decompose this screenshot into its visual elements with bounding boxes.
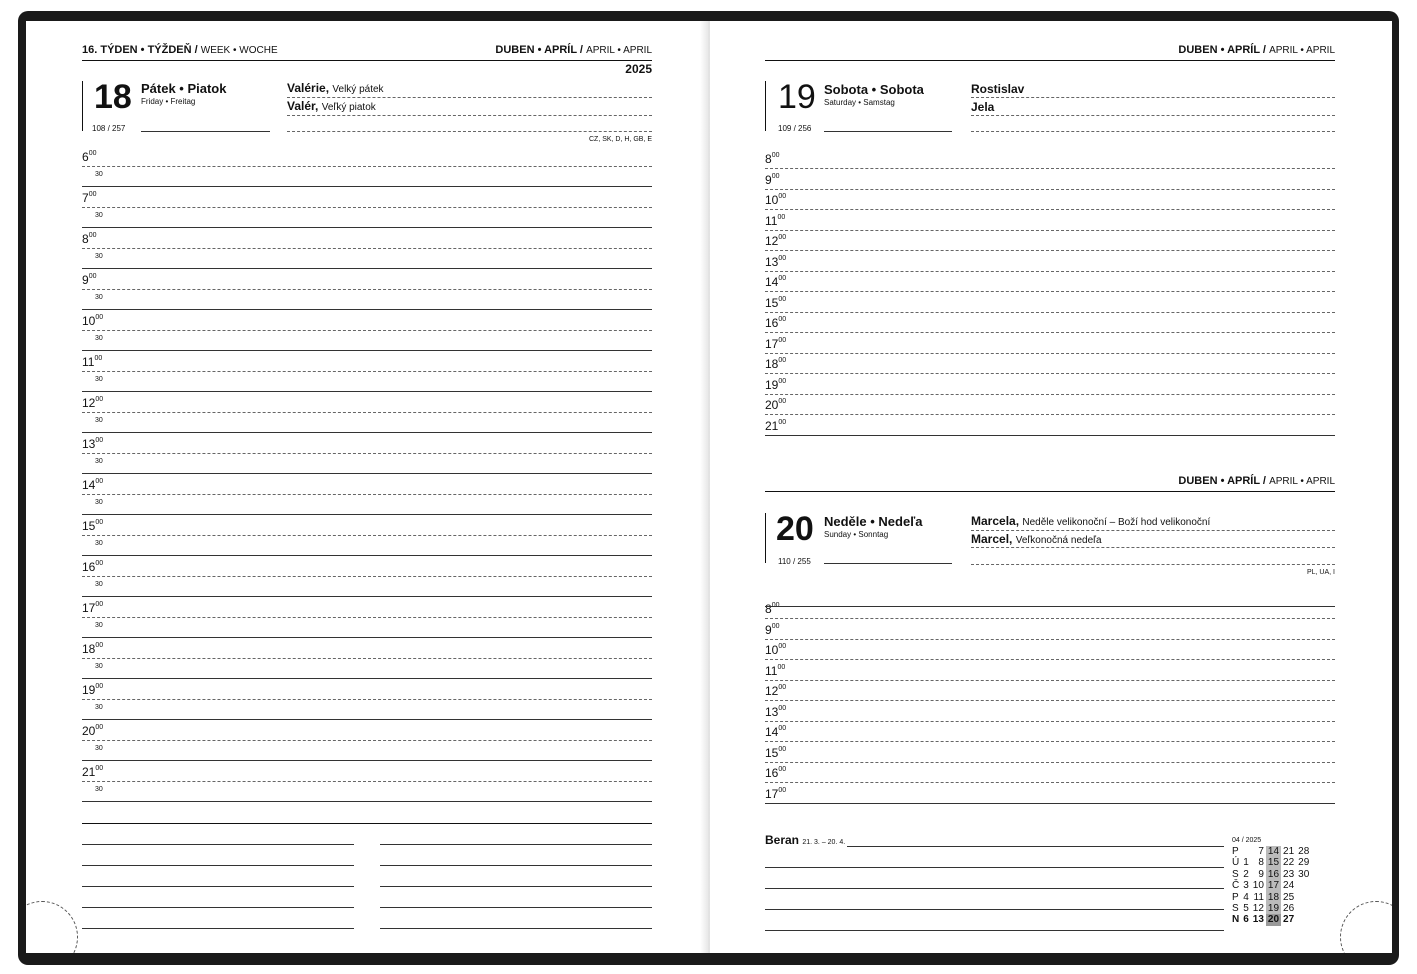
hour-sup: 00: [778, 234, 787, 241]
half-hour-label: 30: [95, 335, 103, 342]
hour-rule: [765, 332, 1335, 333]
hour-sup: 00: [778, 766, 787, 773]
nameday-2: Valér, Veľký piatok: [287, 99, 376, 113]
hour-sup: 00: [778, 336, 787, 344]
mini-calendar-day: 17: [1267, 880, 1280, 892]
hour-label: $12^{00}$: [82, 396, 104, 410]
hour-sup: 00: [95, 601, 104, 608]
nameday-1: Rostislav: [971, 82, 1025, 96]
hour-label: $7^{00}$: [82, 191, 97, 205]
hour-label: $15^{00}$: [765, 745, 787, 760]
hour-rule: [765, 639, 1335, 640]
notes-line: [847, 846, 1224, 847]
day-bar: [82, 81, 83, 131]
mini-calendar-day: 5: [1243, 903, 1249, 915]
hour-rule: [82, 535, 652, 536]
hour-label: $10^{00}$: [82, 314, 104, 328]
mini-calendar-weekday: Č: [1232, 880, 1240, 892]
mini-calendar-day: 19: [1267, 903, 1280, 915]
hour-sup: 00: [95, 314, 104, 321]
half-hour-label: 30: [95, 417, 103, 424]
hour-label: $9^{00}$: [765, 622, 780, 637]
hour-sup: 00: [777, 213, 786, 221]
half-hour-label: 30: [95, 786, 103, 793]
notes-line: [380, 865, 652, 866]
day-name-sub: Saturday • Samstag: [824, 98, 895, 107]
notes-line: [380, 886, 652, 887]
hour-rule: [765, 394, 1335, 395]
half-rule: [82, 350, 652, 351]
hour-sup: 00: [95, 642, 104, 649]
hour-rule: [82, 699, 652, 700]
half-rule: [82, 391, 652, 392]
mini-calendar-day: [1296, 892, 1311, 903]
mini-calendar-day: 16: [1267, 868, 1280, 880]
hour-label: $18^{00}$: [765, 357, 787, 371]
nameday-rule: [287, 131, 652, 132]
mini-calendar-row: [1230, 880, 1311, 891]
mini-calendar-day: [1241, 846, 1251, 857]
hour-sup: 00: [778, 643, 787, 650]
month-label: DUBEN • APRÍL / APRIL • APRIL: [495, 44, 652, 56]
notes-line: [380, 907, 652, 908]
hour-label: $15^{00}$: [82, 519, 104, 533]
hour-label: $9^{00}$: [765, 172, 780, 187]
half-rule: [82, 719, 652, 720]
hour-sup: 00: [778, 684, 787, 691]
day-name: Pátek • Piatok: [141, 81, 227, 96]
half-rule: [82, 596, 652, 597]
hour-rule: [765, 189, 1335, 190]
hour-rule: [765, 291, 1335, 292]
hour-sup: 00: [88, 232, 97, 239]
hour-sup: 00: [778, 398, 787, 405]
hour-rule: [765, 230, 1335, 231]
half-rule: [82, 186, 652, 187]
mini-calendar-day: 2: [1243, 868, 1249, 880]
notes-line: [82, 865, 354, 866]
zodiac-label: Beran 21. 3. – 20. 4.: [765, 833, 846, 847]
week-label: 16. TÝDEN • TÝŽDEŇ / WEEK • WOCHE: [82, 44, 278, 56]
mini-calendar-day: 27: [1283, 914, 1295, 926]
hour-sup: 00: [88, 191, 97, 198]
hour-sup: 00: [771, 602, 780, 609]
hour-rule: [765, 414, 1335, 415]
mini-calendar-weekday: S: [1232, 903, 1239, 915]
mini-calendar-row: [1230, 857, 1311, 868]
half-hour-label: 30: [95, 294, 103, 301]
hour-rule: [82, 781, 652, 782]
notes-line: [82, 928, 354, 929]
half-hour-label: 30: [95, 745, 103, 752]
mini-calendar-day: 4: [1243, 891, 1249, 903]
hour-sup: 00: [771, 622, 780, 630]
hour-rule: [82, 330, 652, 331]
corner-mark: [1340, 901, 1392, 953]
mini-calendar-day: 12: [1252, 903, 1264, 915]
hour-rule: [82, 371, 652, 372]
hour-label: $15^{00}$: [765, 295, 787, 310]
hour-rule: [765, 762, 1335, 763]
nameday-2: Marcel, Veľkonočná nedeľa: [971, 532, 1102, 546]
mini-calendar-day: 10: [1252, 880, 1264, 892]
hour-rule: [765, 353, 1335, 354]
year-label: 2025: [625, 62, 652, 76]
header-rule: [765, 60, 1335, 61]
hour-label: $11^{00}$: [765, 213, 786, 228]
hour-sup: 00: [778, 275, 787, 282]
half-rule: [82, 432, 652, 433]
hour-rule: [765, 721, 1335, 722]
month-label-sat: DUBEN • APRÍL / APRIL • APRIL: [1178, 44, 1335, 56]
mini-calendar: [1230, 846, 1311, 926]
hour-rule: [765, 782, 1335, 783]
nameday-rule: [971, 564, 1335, 565]
day-count: 110 / 255: [778, 557, 811, 566]
day-number: 18: [94, 78, 132, 116]
notes-line: [82, 907, 354, 908]
nameday-rule: [287, 97, 652, 98]
nameday-1: Marcela, Neděle velikonoční – Boží hod velikonoční: [971, 514, 1211, 528]
hour-sup: 00: [778, 377, 787, 385]
mini-calendar-day: 25: [1283, 891, 1295, 903]
header-rule: [765, 491, 1335, 492]
notes-line: [765, 888, 1224, 889]
day-bar: [765, 513, 766, 563]
hour-label: $8^{00}$: [765, 602, 780, 616]
hour-rule: [765, 659, 1335, 660]
mini-calendar-title: 04 / 2025: [1232, 837, 1262, 844]
hour-label: $16^{00}$: [82, 560, 104, 574]
mini-calendar-day: 15: [1267, 857, 1280, 869]
hour-label: $11^{00}$: [765, 663, 786, 678]
half-hour-label: 30: [95, 499, 103, 506]
hour-sup: 00: [771, 172, 780, 180]
hour-rule: [82, 617, 652, 618]
hour-label: $12^{00}$: [765, 684, 787, 698]
half-hour-label: 30: [95, 663, 103, 670]
notes-line: [765, 867, 1224, 868]
page-left: [26, 21, 708, 953]
hour-rule: [82, 207, 652, 208]
hour-sup: 00: [778, 745, 787, 753]
half-hour-label: 30: [95, 540, 103, 547]
day-name-sub: Friday • Freitag: [141, 97, 196, 106]
hour-sup: 00: [777, 663, 786, 671]
day-number: 19: [778, 78, 816, 116]
hour-sup: 00: [95, 519, 104, 526]
hour-label: $18^{00}$: [82, 642, 104, 656]
mini-calendar-day: 24: [1283, 880, 1295, 892]
hour-label: $13^{00}$: [82, 437, 104, 451]
mini-calendar-day: 30: [1298, 868, 1310, 880]
hour-label: $13^{00}$: [765, 254, 787, 269]
mini-calendar-day: 1: [1243, 857, 1249, 869]
day-name-sub: Sunday • Sonntag: [824, 530, 889, 539]
hour-label: $8^{00}$: [765, 152, 780, 166]
nameday-rule: [971, 530, 1335, 531]
hour-sup: 00: [771, 152, 780, 159]
hour-rule: [765, 741, 1335, 742]
mini-calendar-day: 23: [1283, 868, 1295, 880]
hour-sup: 00: [778, 725, 787, 732]
mini-calendar-row: [1230, 846, 1311, 857]
day-number: 20: [776, 510, 814, 548]
hour-sup: 00: [95, 560, 104, 567]
hour-label: $21^{00}$: [82, 765, 104, 779]
grid-end-rule: [765, 803, 1335, 804]
hour-rule: [765, 168, 1335, 169]
hour-label: $21^{00}$: [765, 418, 787, 433]
half-hour-label: 30: [95, 376, 103, 383]
nameday-rule: [971, 547, 1335, 548]
hour-label: $17^{00}$: [82, 601, 104, 615]
half-rule: [82, 473, 652, 474]
mini-calendar-row: [1230, 903, 1311, 914]
mini-calendar-weekday: Ú: [1232, 857, 1240, 869]
hour-label: $13^{00}$: [765, 704, 787, 719]
hour-sup: 00: [778, 704, 787, 712]
hour-rule: [82, 289, 652, 290]
hour-rule: [765, 700, 1335, 701]
half-rule: [82, 514, 652, 515]
half-hour-label: 30: [95, 704, 103, 711]
mini-calendar-day: [1296, 914, 1311, 925]
mini-calendar-day: [1296, 903, 1311, 914]
half-hour-label: 30: [95, 458, 103, 465]
day-bar: [765, 81, 766, 131]
hour-sup: 00: [95, 765, 104, 772]
mini-calendar-day: 8: [1258, 857, 1264, 869]
hour-label: $12^{00}$: [765, 234, 787, 248]
day-underline: [824, 131, 952, 132]
half-hour-label: 30: [95, 171, 103, 178]
grid-start-rule: [765, 606, 1335, 607]
header-rule: [82, 60, 652, 61]
hour-label: $16^{00}$: [765, 766, 787, 780]
hour-sup: 00: [95, 437, 104, 444]
mini-calendar-day: 3: [1243, 880, 1249, 892]
hour-sup: 00: [94, 355, 103, 362]
hour-label: $9^{00}$: [82, 273, 97, 287]
mini-calendar-day: 13: [1252, 914, 1264, 926]
mini-calendar-day: 20: [1267, 914, 1280, 926]
day-name: Sobota • Sobota: [824, 82, 924, 97]
hour-rule: [82, 576, 652, 577]
hour-label: $17^{00}$: [765, 336, 787, 351]
half-hour-label: 30: [95, 253, 103, 260]
mini-calendar-weekday: P: [1232, 891, 1239, 903]
half-rule: [82, 309, 652, 310]
mini-calendar-day: 14: [1267, 846, 1280, 857]
mini-calendar-day: 6: [1243, 914, 1249, 926]
hour-rule: [82, 453, 652, 454]
corner-mark: [26, 901, 78, 953]
hour-label: $10^{00}$: [765, 193, 787, 207]
hour-sup: 00: [95, 683, 104, 690]
nameday-rule: [971, 97, 1335, 98]
hour-rule: [82, 166, 652, 167]
day-count: 108 / 257: [92, 124, 126, 133]
hour-label: $14^{00}$: [82, 478, 104, 492]
notes-line: [765, 909, 1224, 910]
hour-rule: [82, 658, 652, 659]
mini-calendar-day: 11: [1253, 891, 1264, 903]
hour-rule: [765, 271, 1335, 272]
nameday-rule: [971, 131, 1335, 132]
notes-line: [380, 844, 652, 845]
hour-label: $20^{00}$: [765, 398, 787, 412]
hour-label: $14^{00}$: [765, 275, 787, 289]
hour-sup: 00: [95, 478, 104, 485]
hour-label: $17^{00}$: [765, 786, 787, 801]
nameday-rule: [971, 115, 1335, 116]
hour-sup: 00: [95, 396, 104, 403]
hour-rule: [82, 248, 652, 249]
hour-label: $6^{00}$: [82, 150, 97, 164]
hour-sup: 00: [778, 254, 787, 262]
mini-calendar-day: 29: [1298, 857, 1310, 869]
mini-calendar-day: 22: [1283, 857, 1295, 869]
hour-label: $10^{00}$: [765, 643, 787, 657]
nameday-rule: [287, 115, 652, 116]
hour-rule: [765, 680, 1335, 681]
half-rule: [82, 760, 652, 761]
hour-rule: [82, 412, 652, 413]
mini-calendar-day: [1296, 880, 1311, 891]
hour-rule: [765, 250, 1335, 251]
hour-sup: 00: [88, 273, 97, 280]
mini-calendar-row: [1230, 914, 1311, 925]
half-rule: [82, 555, 652, 556]
notes-rule: [82, 823, 652, 824]
mini-calendar-day: 18: [1267, 891, 1280, 903]
mini-calendar-day: 21: [1283, 846, 1295, 857]
hour-rule: [82, 740, 652, 741]
month-label-sun: DUBEN • APRÍL / APRIL • APRIL: [1178, 475, 1335, 487]
hour-label: $19^{00}$: [765, 377, 787, 392]
mini-calendar-day: 9: [1258, 868, 1264, 880]
mini-calendar-day: 26: [1283, 903, 1295, 915]
mini-calendar-row: [1230, 892, 1311, 903]
hour-sup: 00: [778, 295, 787, 303]
notes-line: [380, 928, 652, 929]
half-rule: [82, 678, 652, 679]
half-rule: [82, 801, 652, 802]
hour-rule: [82, 494, 652, 495]
hour-sup: 00: [778, 357, 787, 364]
day-count: 109 / 256: [778, 124, 812, 133]
half-rule: [82, 227, 652, 228]
day-name: Neděle • Nedeľa: [824, 514, 923, 529]
half-rule: [82, 268, 652, 269]
hour-sup: 00: [778, 316, 787, 323]
hour-rule: [765, 373, 1335, 374]
day-underline: [141, 131, 270, 132]
mini-calendar-weekday: N: [1232, 914, 1240, 926]
mini-calendar-row: [1230, 869, 1311, 880]
half-hour-label: 30: [95, 581, 103, 588]
holiday-countries: CZ, SK, D, H, GB, E: [588, 136, 652, 143]
day-underline: [824, 563, 952, 564]
hour-sup: 00: [778, 418, 787, 426]
nameday-1: Valérie, Velký pátek: [287, 81, 384, 95]
hour-label: $19^{00}$: [82, 683, 104, 697]
hour-rule: [765, 209, 1335, 210]
nameday-2: Jela: [971, 100, 995, 114]
mini-calendar-weekday: P: [1232, 846, 1239, 857]
half-hour-label: 30: [95, 212, 103, 219]
notes-line: [82, 844, 354, 845]
mini-calendar-day: 7: [1258, 846, 1264, 857]
mini-calendar-weekday: S: [1232, 868, 1239, 880]
half-hour-label: 30: [95, 622, 103, 629]
hour-label: $14^{00}$: [765, 725, 787, 739]
hour-sup: 00: [778, 786, 787, 794]
hour-rule: [765, 618, 1335, 619]
hour-label: $8^{00}$: [82, 232, 97, 246]
page-right: [710, 21, 1392, 953]
holiday-countries: PL, UA, I: [1306, 569, 1335, 576]
grid-end-rule: [765, 435, 1335, 436]
hour-sup: 00: [95, 724, 104, 731]
notes-line: [765, 930, 1224, 931]
hour-sup: 00: [778, 193, 787, 200]
hour-label: $16^{00}$: [765, 316, 787, 330]
hour-sup: 00: [88, 150, 97, 157]
hour-label: $20^{00}$: [82, 724, 104, 738]
hour-rule: [765, 312, 1335, 313]
hour-label: $11^{00}$: [82, 355, 103, 369]
mini-calendar-day: 28: [1298, 846, 1310, 857]
notes-line: [82, 886, 354, 887]
half-rule: [82, 637, 652, 638]
